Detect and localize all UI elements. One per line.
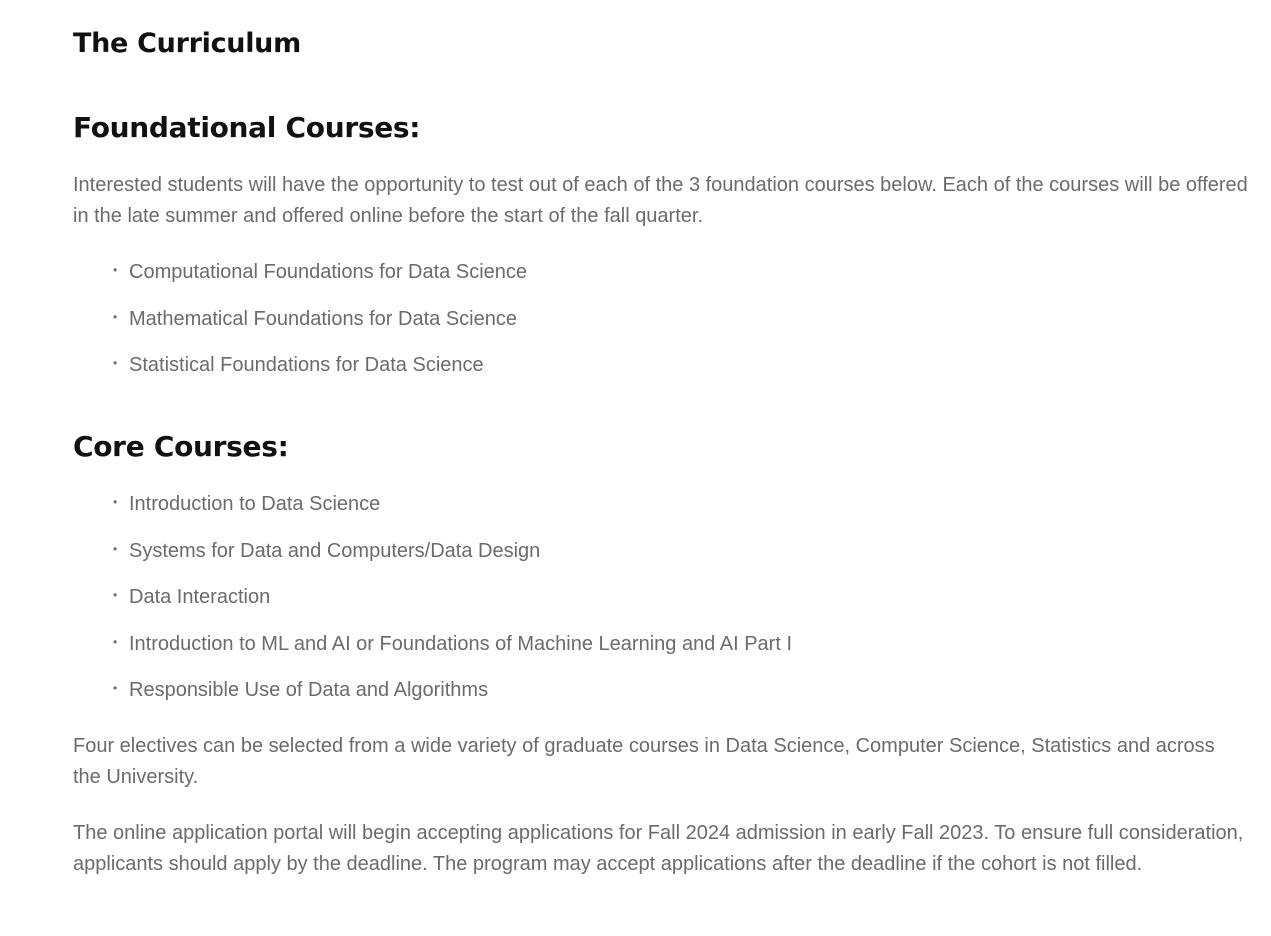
bullet-icon: • xyxy=(113,495,118,509)
course-label: Statistical Foundations for Data Science xyxy=(129,354,484,376)
list-item xyxy=(113,536,792,566)
course-label: Computational Foundations for Data Science xyxy=(129,261,528,283)
course-label: Mathematical Foundations for Data Science xyxy=(129,307,517,330)
course-label: Introduction to ML and AI or Foundations of Machine Learning and AI Part I xyxy=(129,632,793,655)
list-item xyxy=(113,489,792,519)
bullet-icon: • xyxy=(113,541,118,556)
core-course-list xyxy=(113,489,792,722)
page-title: The Curriculum xyxy=(73,28,301,59)
bullet-icon: • xyxy=(113,681,118,695)
course-label: Data Interaction xyxy=(129,586,271,608)
course-label: Introduction to Data Science xyxy=(129,493,381,515)
bullet-icon: • xyxy=(113,263,118,277)
bullet-icon: • xyxy=(113,356,118,370)
course-label: Systems for Data and Computers/Data Design xyxy=(129,539,541,562)
bullet-icon: • xyxy=(113,309,118,324)
electives-text: Four electives can be selected from a wide variety of graduate courses in Data Science, Computer Science, Statistics and across the University. xyxy=(73,735,1215,788)
bullet-icon: • xyxy=(113,588,118,602)
list-item xyxy=(113,350,527,380)
list-item xyxy=(113,582,792,612)
core-courses-heading: Core Courses: xyxy=(73,430,289,463)
list-item xyxy=(113,257,527,287)
list-item xyxy=(113,675,792,705)
foundational-courses-heading: Foundational Courses: xyxy=(73,111,421,144)
foundational-course-list xyxy=(113,257,527,397)
foundational-intro-text: Interested students will have the opportunity to test out of each of the 3 foundation courses below. Each of the courses will be offered in the late summer and offered online before the start of the fall quarter. xyxy=(73,174,1248,227)
bullet-icon: • xyxy=(113,634,118,649)
list-item xyxy=(113,629,792,659)
course-label: Responsible Use of Data and Algorithms xyxy=(129,679,489,701)
application-text: The online application portal will begin accepting applications for Fall 2024 admission in early Fall 2023. To ensure full consideration, applicants should apply by the deadline. The program may accept applications after the deadline if the cohort is not filled. xyxy=(73,822,1244,875)
list-item xyxy=(113,304,527,334)
